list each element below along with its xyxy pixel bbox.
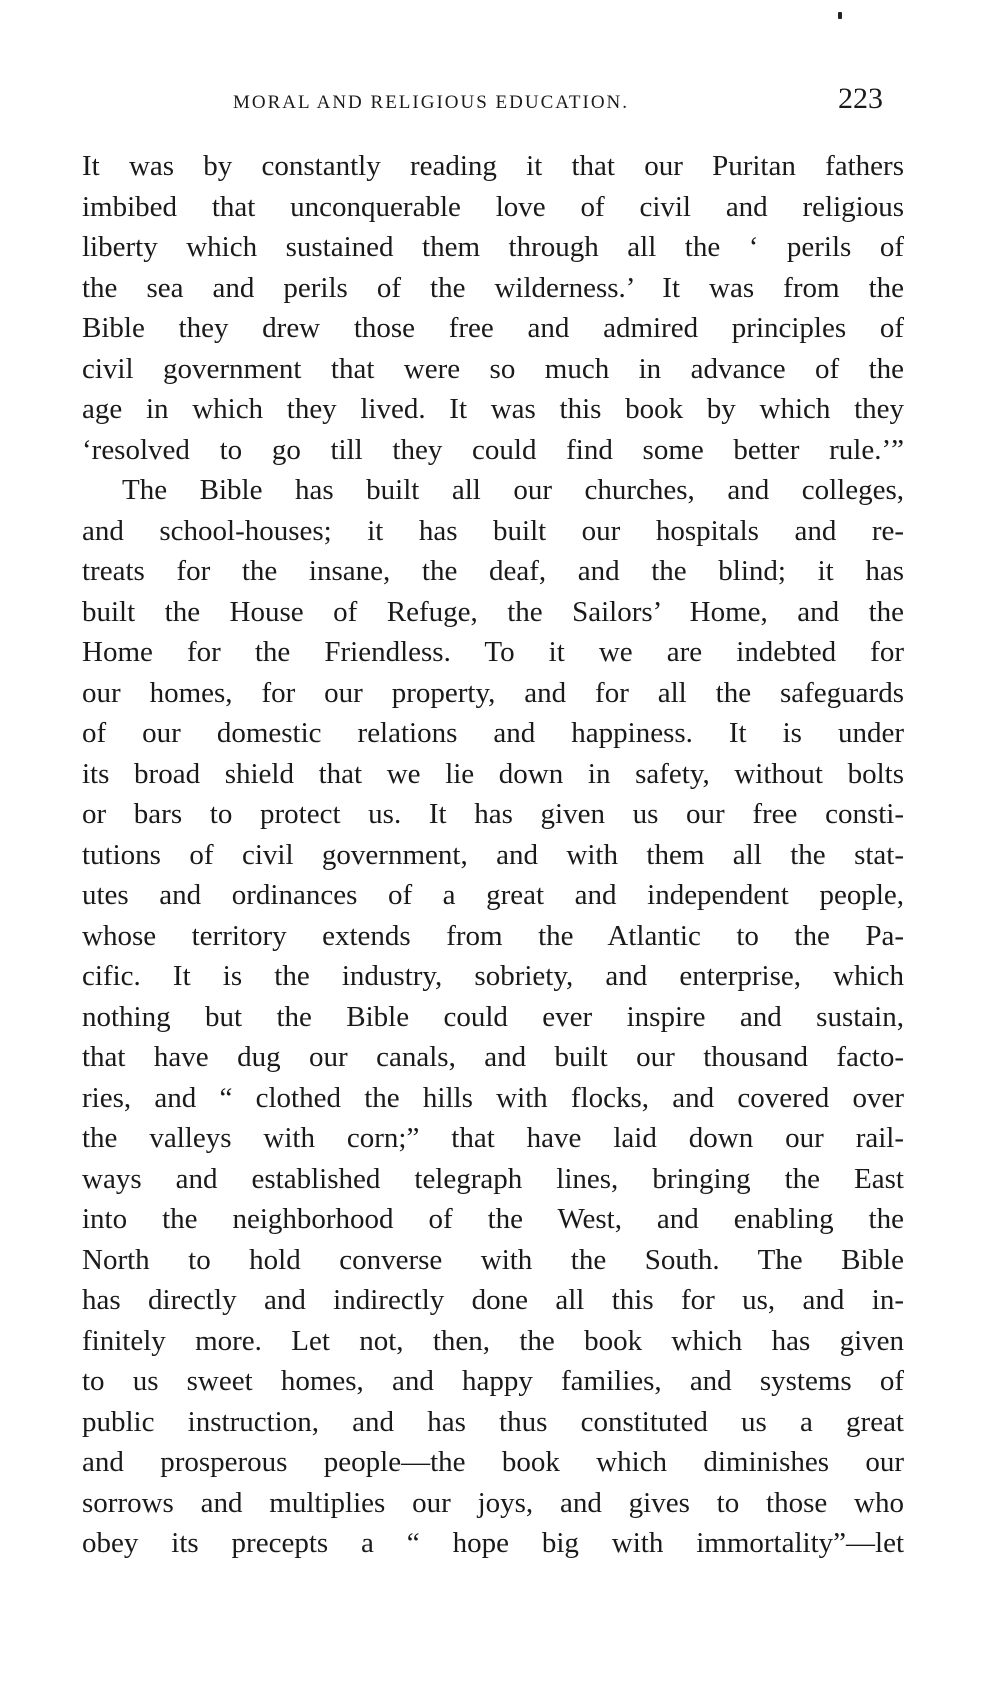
text-line: utes and ordinances of a great and independent people, bbox=[82, 879, 904, 911]
text-line: ways and established telegraph lines, bringing the East bbox=[82, 1162, 904, 1195]
text-line: public instruction, and has thus constituted us a great bbox=[82, 1405, 904, 1438]
text-line: and prosperous people—the book which diminishes our bbox=[82, 1446, 904, 1478]
text-line: into the neighborhood of the West, and enabling the bbox=[82, 1203, 904, 1235]
text-line: our homes, for our property, and for all the safeguards bbox=[82, 676, 904, 709]
text-line: whose territory extends from the Atlantic to the Pa- bbox=[82, 919, 904, 952]
text-line: North to hold converse with the South. The Bible bbox=[82, 1243, 904, 1276]
text-line: ries, and “ clothed the hills with flocks, and covered over bbox=[82, 1081, 904, 1114]
text-line: obey its precepts a “ hope big with immortality”—let bbox=[82, 1527, 904, 1559]
running-title: MORAL AND RELIGIOUS EDUCATION. bbox=[233, 92, 630, 113]
text-line: and school-houses; it has built our hospitals and re- bbox=[82, 514, 904, 547]
ink-speck bbox=[838, 12, 842, 19]
text-line: the valleys with corn;” that have laid down our rail- bbox=[82, 1122, 904, 1154]
text-line: It was by constantly reading it that our Puritan fathers bbox=[82, 150, 904, 182]
body-text bbox=[82, 146, 904, 1564]
text-line: of our domestic relations and happiness. It is under bbox=[82, 717, 904, 749]
text-line: ‘resolved to go till they could find some better rule.’” bbox=[82, 433, 904, 466]
text-line: civil government that were so much in advance of the bbox=[82, 352, 904, 385]
text-line: age in which they lived. It was this book by which they bbox=[82, 393, 904, 425]
text-line: cific. It is the industry, sobriety, and enterprise, which bbox=[82, 960, 904, 992]
text-line: Bible they drew those free and admired principles of bbox=[82, 312, 904, 344]
text-line: imbibed that unconquerable love of civil and religious bbox=[82, 190, 904, 223]
text-line: tutions of civil government, and with them all the stat- bbox=[82, 838, 904, 871]
text-line: treats for the insane, the deaf, and the blind; it has bbox=[82, 555, 904, 587]
text-line: sorrows and multiplies our joys, and gives to those who bbox=[82, 1486, 904, 1519]
text-line: or bars to protect us. It has given us our free consti- bbox=[82, 798, 904, 830]
text-line: The Bible has built all our churches, and colleges, bbox=[122, 474, 904, 506]
text-line: the sea and perils of the wilderness.’ It was from the bbox=[82, 271, 904, 304]
text-line: finitely more. Let not, then, the book which has given bbox=[82, 1324, 904, 1357]
text-line: to us sweet homes, and happy families, and systems of bbox=[82, 1365, 904, 1397]
text-line: that have dug our canals, and built our thousand facto- bbox=[82, 1041, 904, 1073]
text-line: has directly and indirectly done all this for us, and in- bbox=[82, 1284, 904, 1316]
text-line: Home for the Friendless. To it we are indebted for bbox=[82, 636, 904, 668]
page-number: 223 bbox=[838, 82, 883, 115]
text-line: liberty which sustained them through all the ‘ perils of bbox=[82, 231, 904, 263]
text-line: its broad shield that we lie down in safety, without bolts bbox=[82, 757, 904, 790]
text-line: nothing but the Bible could ever inspire and sustain, bbox=[82, 1000, 904, 1033]
text-line: built the House of Refuge, the Sailors’ Home, and the bbox=[82, 595, 904, 628]
